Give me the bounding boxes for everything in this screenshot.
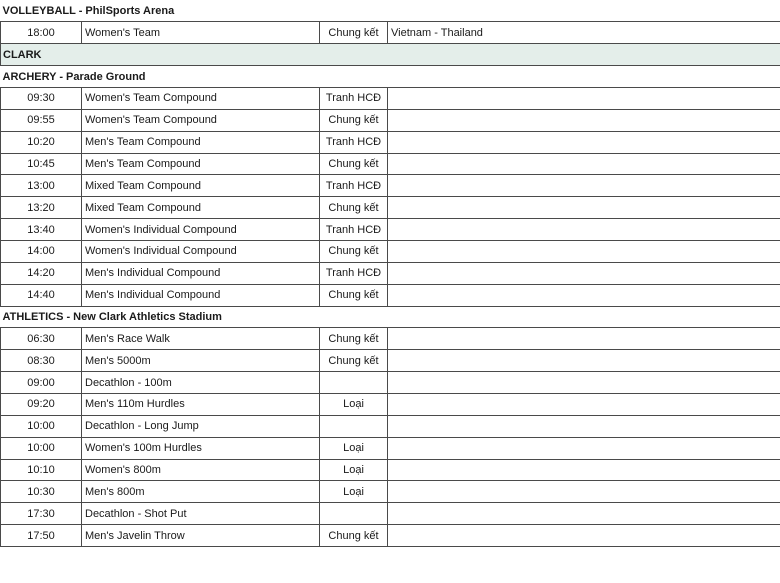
event-name: Women's 100m Hurdles [82, 437, 320, 459]
event-row [1, 131, 780, 153]
event-time: 08:30 [1, 350, 82, 372]
event-name: Women's Team Compound [82, 87, 320, 109]
event-time: 09:30 [1, 87, 82, 109]
event-match [388, 240, 780, 262]
event-name: Men's 800m [82, 481, 320, 503]
event-name: Decathlon - Shot Put [82, 503, 320, 525]
schedule-body [1, 0, 780, 546]
event-time: 18:00 [1, 22, 82, 44]
event-match [388, 109, 780, 131]
event-match [388, 87, 780, 109]
event-time: 13:00 [1, 175, 82, 197]
sport-header: ATHLETICS - New Clark Athletics Stadium [1, 306, 780, 328]
event-name: Women's Team Compound [82, 109, 320, 131]
event-row [1, 284, 780, 306]
event-time: 09:20 [1, 393, 82, 415]
event-match [388, 197, 780, 219]
event-stage: Tranh HCĐ [320, 175, 388, 197]
event-time: 09:00 [1, 372, 82, 394]
event-time: 06:30 [1, 328, 82, 350]
event-stage: Chung kết [320, 153, 388, 175]
event-row [1, 109, 780, 131]
sport-header-row [1, 66, 780, 88]
event-row [1, 22, 780, 44]
event-stage [320, 372, 388, 394]
event-name: Men's Individual Compound [82, 284, 320, 306]
event-row [1, 219, 780, 241]
event-match [388, 350, 780, 372]
event-time: 10:00 [1, 437, 82, 459]
sport-header-row [1, 0, 780, 22]
event-match [388, 525, 780, 547]
event-stage: Loại [320, 481, 388, 503]
event-stage: Tranh HCĐ [320, 131, 388, 153]
event-stage: Chung kết [320, 22, 388, 44]
event-name: Men's Race Walk [82, 328, 320, 350]
event-stage: Chung kết [320, 109, 388, 131]
event-stage: Loại [320, 393, 388, 415]
event-stage: Loại [320, 437, 388, 459]
event-name: Men's Individual Compound [82, 262, 320, 284]
event-row [1, 240, 780, 262]
event-row [1, 153, 780, 175]
event-name: Decathlon - 100m [82, 372, 320, 394]
event-stage [320, 415, 388, 437]
event-time: 10:20 [1, 131, 82, 153]
event-time: 10:45 [1, 153, 82, 175]
event-time: 13:20 [1, 197, 82, 219]
event-time: 14:20 [1, 262, 82, 284]
event-stage: Chung kết [320, 284, 388, 306]
event-name: Mixed Team Compound [82, 197, 320, 219]
event-stage [320, 503, 388, 525]
event-time: 10:00 [1, 415, 82, 437]
event-name: Men's Team Compound [82, 131, 320, 153]
event-match [388, 481, 780, 503]
event-row [1, 481, 780, 503]
event-time: 17:30 [1, 503, 82, 525]
event-row [1, 350, 780, 372]
event-name: Mixed Team Compound [82, 175, 320, 197]
event-match [388, 153, 780, 175]
event-stage: Chung kết [320, 350, 388, 372]
sport-header: VOLLEYBALL - PhilSports Arena [1, 0, 780, 22]
event-row [1, 437, 780, 459]
event-name: Men's 5000m [82, 350, 320, 372]
event-match: Vietnam - Thailand [388, 22, 780, 44]
event-match [388, 415, 780, 437]
event-match [388, 459, 780, 481]
region-header-row [1, 44, 780, 66]
event-row [1, 503, 780, 525]
event-name: Women's Team [82, 22, 320, 44]
event-name: Women's Individual Compound [82, 240, 320, 262]
event-row [1, 525, 780, 547]
event-time: 14:00 [1, 240, 82, 262]
event-name: Men's 110m Hurdles [82, 393, 320, 415]
event-stage: Tranh HCĐ [320, 219, 388, 241]
event-stage: Chung kết [320, 525, 388, 547]
event-match [388, 262, 780, 284]
event-match [388, 284, 780, 306]
event-row [1, 262, 780, 284]
event-row [1, 197, 780, 219]
event-stage: Chung kết [320, 240, 388, 262]
event-match [388, 175, 780, 197]
event-row [1, 372, 780, 394]
event-row [1, 328, 780, 350]
event-match [388, 393, 780, 415]
event-row [1, 175, 780, 197]
sport-header: ARCHERY - Parade Ground [1, 66, 780, 88]
event-time: 13:40 [1, 219, 82, 241]
event-row [1, 87, 780, 109]
event-row [1, 459, 780, 481]
event-name: Men's Team Compound [82, 153, 320, 175]
event-time: 10:30 [1, 481, 82, 503]
event-stage: Loại [320, 459, 388, 481]
event-stage: Tranh HCĐ [320, 262, 388, 284]
event-match [388, 328, 780, 350]
event-stage: Chung kết [320, 328, 388, 350]
event-time: 10:10 [1, 459, 82, 481]
event-name: Men's Javelin Throw [82, 525, 320, 547]
event-stage: Tranh HCĐ [320, 87, 388, 109]
event-match [388, 219, 780, 241]
event-row [1, 393, 780, 415]
sport-header-row [1, 306, 780, 328]
region-header-clark: CLARK [1, 44, 780, 66]
event-match [388, 503, 780, 525]
event-time: 14:40 [1, 284, 82, 306]
event-row [1, 415, 780, 437]
event-match [388, 437, 780, 459]
event-match [388, 131, 780, 153]
event-time: 09:55 [1, 109, 82, 131]
event-stage: Chung kết [320, 197, 388, 219]
event-name: Women's 800m [82, 459, 320, 481]
event-name: Decathlon - Long Jump [82, 415, 320, 437]
event-match [388, 372, 780, 394]
event-name: Women's Individual Compound [82, 219, 320, 241]
event-time: 17:50 [1, 525, 82, 547]
